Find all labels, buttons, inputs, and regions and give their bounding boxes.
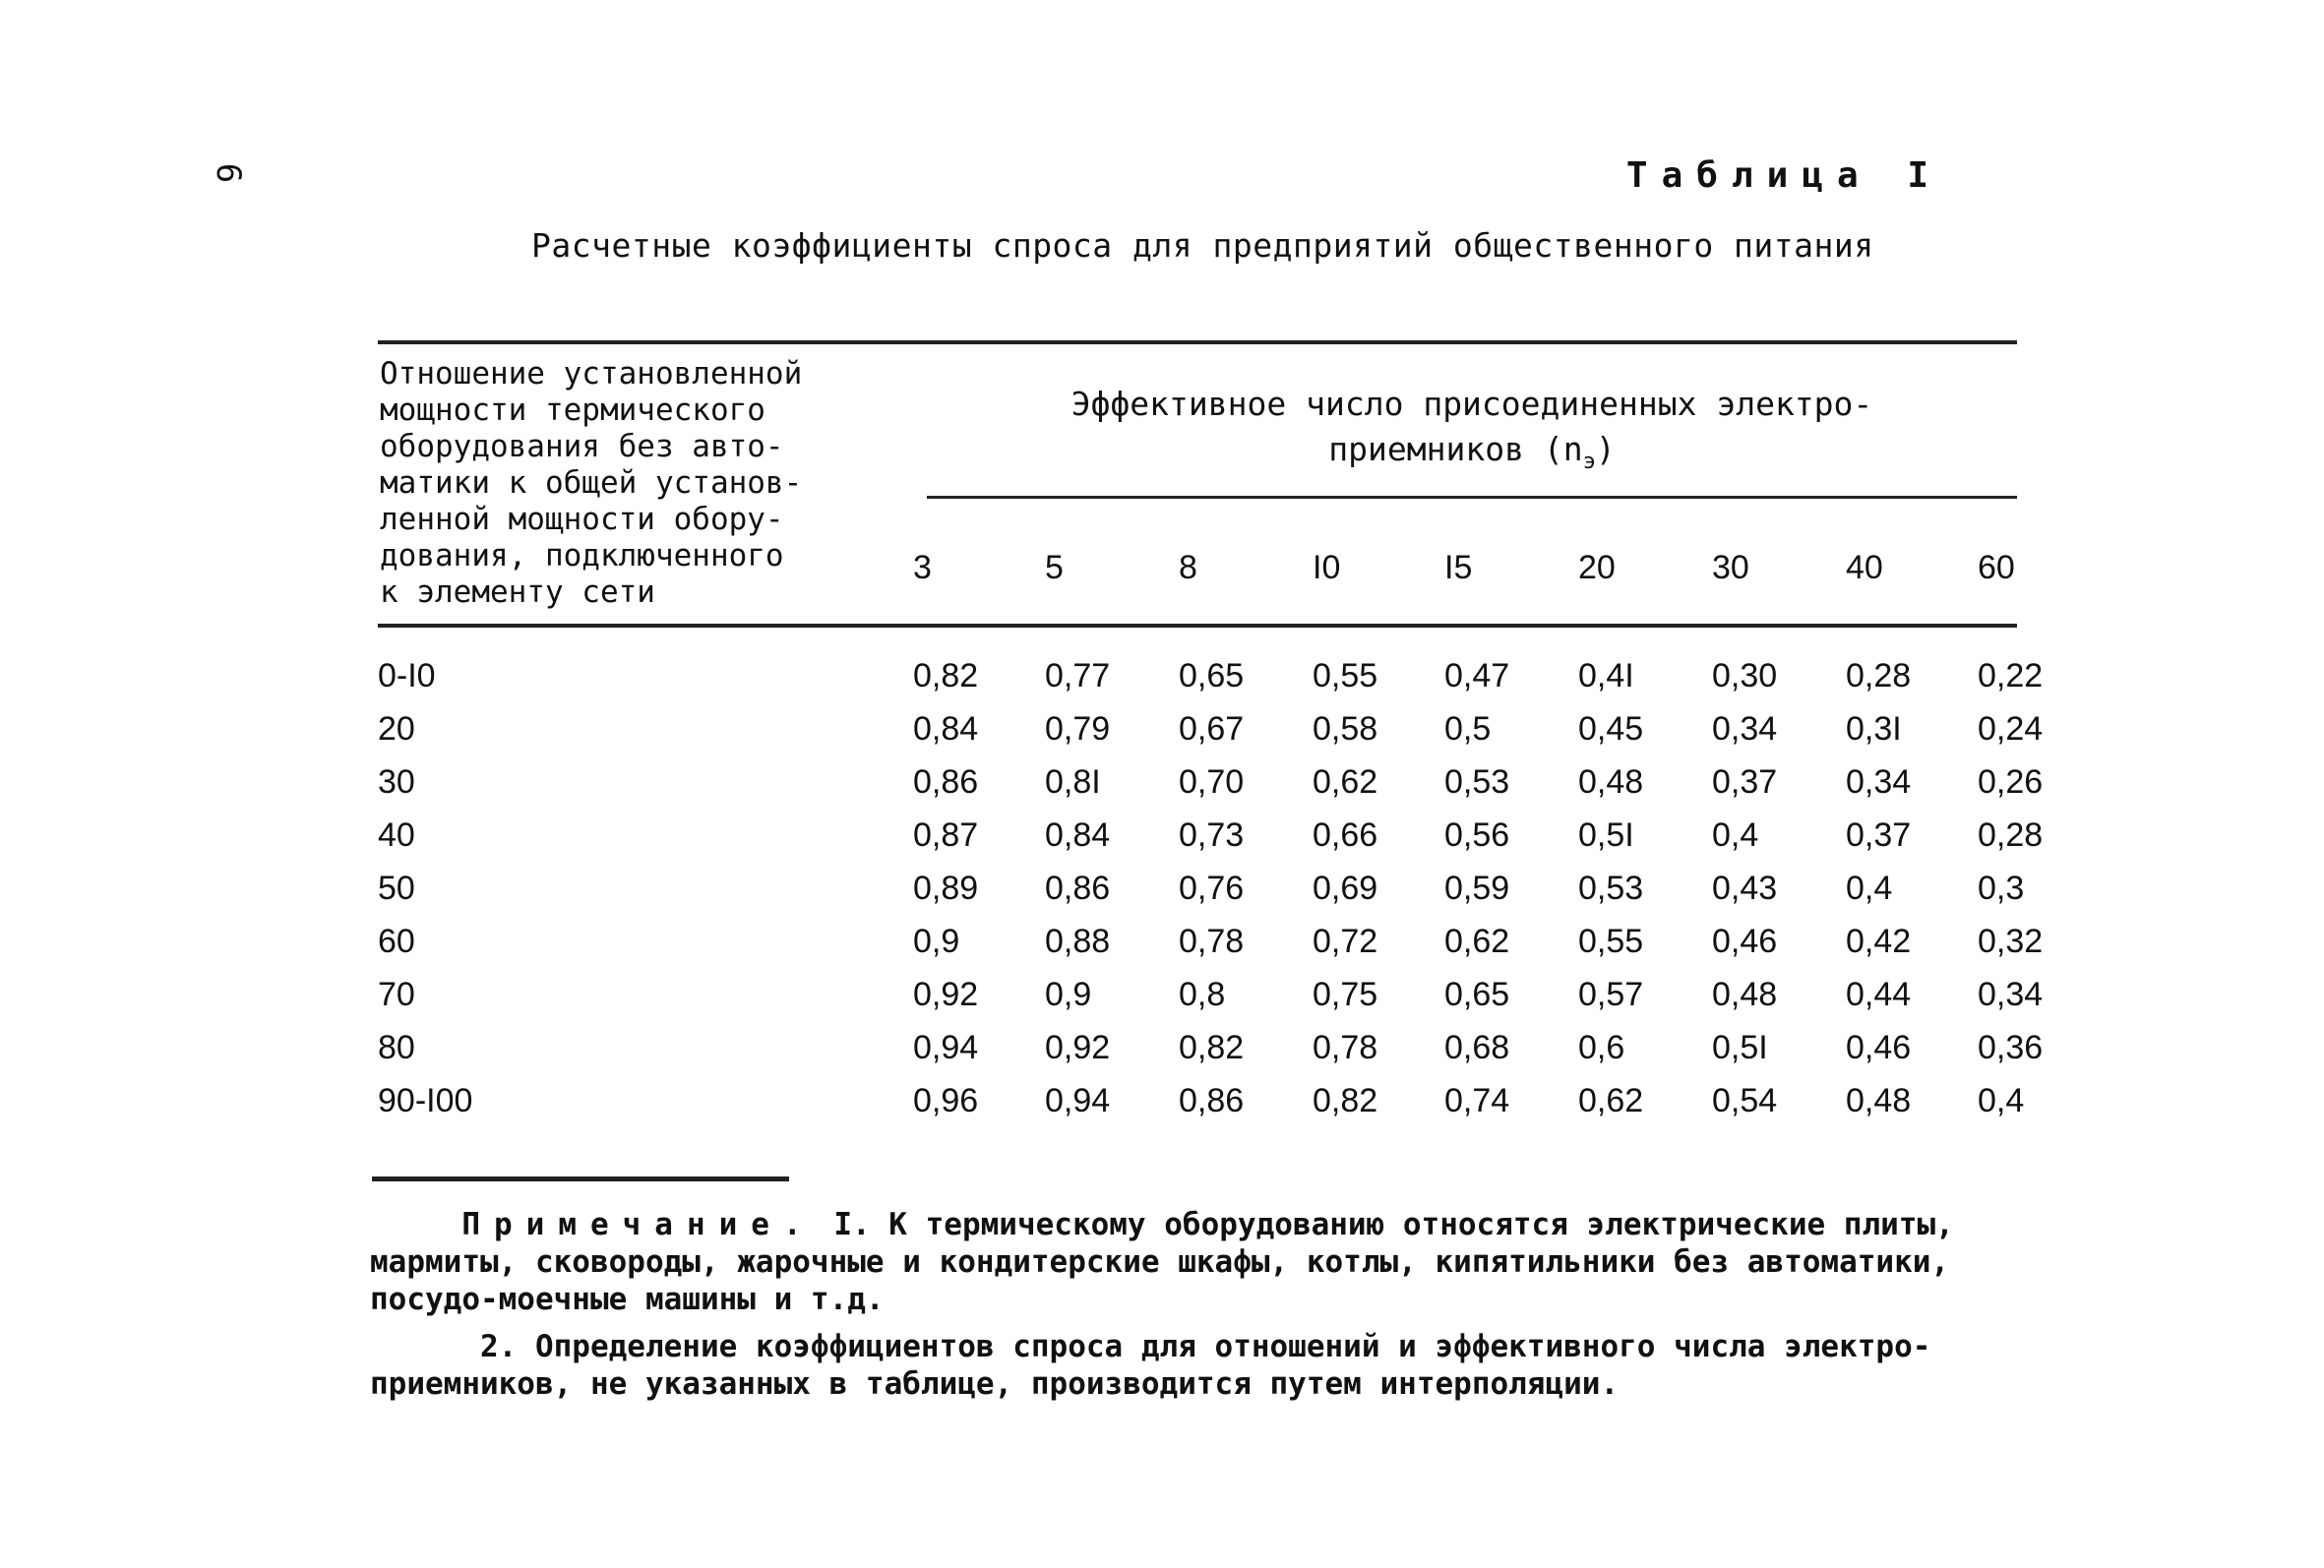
table-cell: 0,84 (1045, 816, 1111, 854)
table-cell: 0,59 (1444, 870, 1510, 907)
table-cell: 0,34 (1712, 710, 1778, 748)
row-label: 80 (378, 1029, 415, 1066)
row-label: 20 (378, 710, 415, 748)
table-cell: 0,73 (1179, 816, 1245, 854)
table-cell: 0,70 (1179, 763, 1245, 801)
note-2-line-2: приемников, не указанных в таблице, производится путем интерполяции. (370, 1366, 1620, 1402)
table-cell: 0,82 (913, 657, 979, 694)
note-2-line-1 (370, 1328, 2062, 1365)
table-cell: 0,48 (1712, 976, 1778, 1013)
span-header-line-2 (927, 427, 2017, 485)
table-cell: 0,48 (1846, 1082, 1912, 1119)
row-label: 50 (378, 870, 415, 907)
table-cell: 0,92 (1045, 1029, 1111, 1066)
table-cell: 0,94 (913, 1029, 979, 1066)
table-cell: 0,96 (913, 1082, 979, 1119)
table-cell: 0,5I (1712, 1029, 1768, 1066)
stub-column-header (380, 356, 842, 611)
table-cell: 0,72 (1313, 923, 1378, 960)
header-bottom-rule (378, 624, 2017, 628)
table-cell: 0,3 (1978, 870, 2025, 907)
page-number: 6 (209, 162, 249, 184)
header-divider-rule (927, 496, 2017, 499)
table-cell: 0,9 (1045, 976, 1092, 1013)
column-header: 3 (913, 549, 932, 586)
column-header: I0 (1313, 549, 1341, 586)
table-cell: 0,54 (1712, 1082, 1778, 1119)
table-cell: 0,92 (913, 976, 979, 1013)
stub-header-line: дования, подключенного (380, 538, 784, 573)
table-cell: 0,62 (1313, 763, 1378, 801)
row-label: 90-I00 (378, 1082, 473, 1119)
row-label: 60 (378, 923, 415, 960)
table-cell: 0,55 (1578, 923, 1644, 960)
table-title: Расчетные коэффициенты спроса для предприятий общественного питания (531, 226, 1874, 265)
column-header: 40 (1846, 549, 1883, 586)
table-cell: 0,62 (1578, 1082, 1644, 1119)
table-cell: 0,77 (1045, 657, 1111, 694)
column-header: I5 (1444, 549, 1473, 586)
column-header: 30 (1712, 549, 1749, 586)
column-header: 5 (1045, 549, 1064, 586)
table-cell: 0,88 (1045, 923, 1111, 960)
table-bottom-rule (372, 1176, 789, 1181)
note-1 (370, 1206, 2062, 1318)
table-cell: 0,86 (913, 763, 979, 801)
note-1-line-1 (370, 1206, 2062, 1243)
table-cell: 0,79 (1045, 710, 1111, 748)
stub-header-line: мощности термического (380, 392, 765, 428)
note-1-line-3: посудо-моечные машины и т.д. (370, 1282, 885, 1317)
table-cell: 0,82 (1179, 1029, 1245, 1066)
table-cell: 0,58 (1313, 710, 1378, 748)
table-cell: 0,37 (1712, 763, 1778, 801)
table-cell: 0,46 (1846, 1029, 1912, 1066)
table-cell: 0,48 (1578, 763, 1644, 801)
stub-header-line: оборудования без авто- (380, 429, 784, 464)
table-cell: 0,89 (913, 870, 979, 907)
table-cell: 0,28 (1846, 657, 1912, 694)
table-cell: 0,65 (1444, 976, 1510, 1013)
table-cell: 0,34 (1978, 976, 2044, 1013)
note-2 (370, 1328, 2062, 1403)
table-cell: 0,37 (1846, 816, 1912, 854)
table-cell: 0,22 (1978, 657, 2044, 694)
stub-header-line: матики к общей установ- (380, 465, 803, 501)
table-cell: 0,42 (1846, 923, 1912, 960)
column-header: 60 (1978, 549, 2015, 586)
table-cell: 0,8I (1045, 763, 1101, 801)
table-cell: 0,4I (1578, 657, 1634, 694)
table-cell: 0,82 (1313, 1082, 1378, 1119)
table-cell: 0,6 (1578, 1029, 1625, 1066)
table-cell: 0,87 (913, 816, 979, 854)
span-header-suffix: ) (1595, 430, 1616, 468)
note-2-text: 2. Определение коэффициентов спроса для отношений и эффективного числа электро- (479, 1329, 1931, 1364)
table-cell: 0,78 (1313, 1029, 1378, 1066)
table-cell: 0,78 (1179, 923, 1245, 960)
table-cell: 0,47 (1444, 657, 1510, 694)
column-header: 20 (1578, 549, 1616, 586)
note-1-text: I. К термическому оборудованию относятся электрические плиты, (833, 1207, 1954, 1242)
stub-header-line: к элементу сети (380, 574, 655, 610)
row-label: 0-I0 (378, 657, 436, 694)
note-heading: Примечание. (461, 1207, 816, 1242)
note-1-line-2: мармиты, сковороды, жарочные и кондитерские шкафы, котлы, кипятильники без автоматики, (370, 1244, 1950, 1280)
table-cell: 0,44 (1846, 976, 1912, 1013)
table-label: Таблица I (1625, 155, 1942, 196)
table-cell: 0,32 (1978, 923, 2044, 960)
table-cell: 0,65 (1179, 657, 1245, 694)
table-cell: 0,86 (1045, 870, 1111, 907)
table-cell: 0,36 (1978, 1029, 2044, 1066)
table-cell: 0,3I (1846, 710, 1902, 748)
table-cell: 0,74 (1444, 1082, 1510, 1119)
table-cell: 0,84 (913, 710, 979, 748)
table-cell: 0,46 (1712, 923, 1778, 960)
stub-header-line: ленной мощности обору- (380, 502, 784, 537)
table-cell: 0,45 (1578, 710, 1644, 748)
column-header: 8 (1179, 549, 1197, 586)
table-cell: 0,5I (1578, 816, 1634, 854)
table-cell: 0,4 (1978, 1082, 2025, 1119)
table-cell: 0,53 (1578, 870, 1644, 907)
table-cell: 0,67 (1179, 710, 1245, 748)
table-cell: 0,43 (1712, 870, 1778, 907)
table-cell: 0,5 (1444, 710, 1492, 748)
table-cell: 0,69 (1313, 870, 1378, 907)
table-cell: 0,30 (1712, 657, 1778, 694)
table-cell: 0,86 (1179, 1082, 1245, 1119)
table-cell: 0,24 (1978, 710, 2044, 748)
row-label: 30 (378, 763, 415, 801)
stub-header-line: Отношение установленной (380, 356, 803, 392)
table-cell: 0,4 (1846, 870, 1893, 907)
table-cell: 0,9 (913, 923, 960, 960)
table-cell: 0,76 (1179, 870, 1245, 907)
row-label: 40 (378, 816, 415, 854)
table-top-rule (378, 340, 2017, 344)
table-cell: 0,56 (1444, 816, 1510, 854)
table-cell: 0,57 (1578, 976, 1644, 1013)
table-cell: 0,62 (1444, 923, 1510, 960)
table-cell: 0,28 (1978, 816, 2044, 854)
table-cell: 0,55 (1313, 657, 1378, 694)
span-header-prefix: приемников (n (1328, 430, 1583, 468)
table-cell: 0,66 (1313, 816, 1378, 854)
table-cell: 0,34 (1846, 763, 1912, 801)
row-label: 70 (378, 976, 415, 1013)
table-cell: 0,68 (1444, 1029, 1510, 1066)
table-cell: 0,94 (1045, 1082, 1111, 1119)
table-cell: 0,53 (1444, 763, 1510, 801)
spanning-column-header (927, 382, 2017, 485)
table-cell: 0,8 (1179, 976, 1226, 1013)
table-cell: 0,26 (1978, 763, 2044, 801)
span-header-subscript: э (1582, 450, 1596, 474)
table-cell: 0,4 (1712, 816, 1759, 854)
span-header-line-1: Эффективное число присоединенных электро- (1070, 385, 1873, 423)
table-cell: 0,75 (1313, 976, 1378, 1013)
